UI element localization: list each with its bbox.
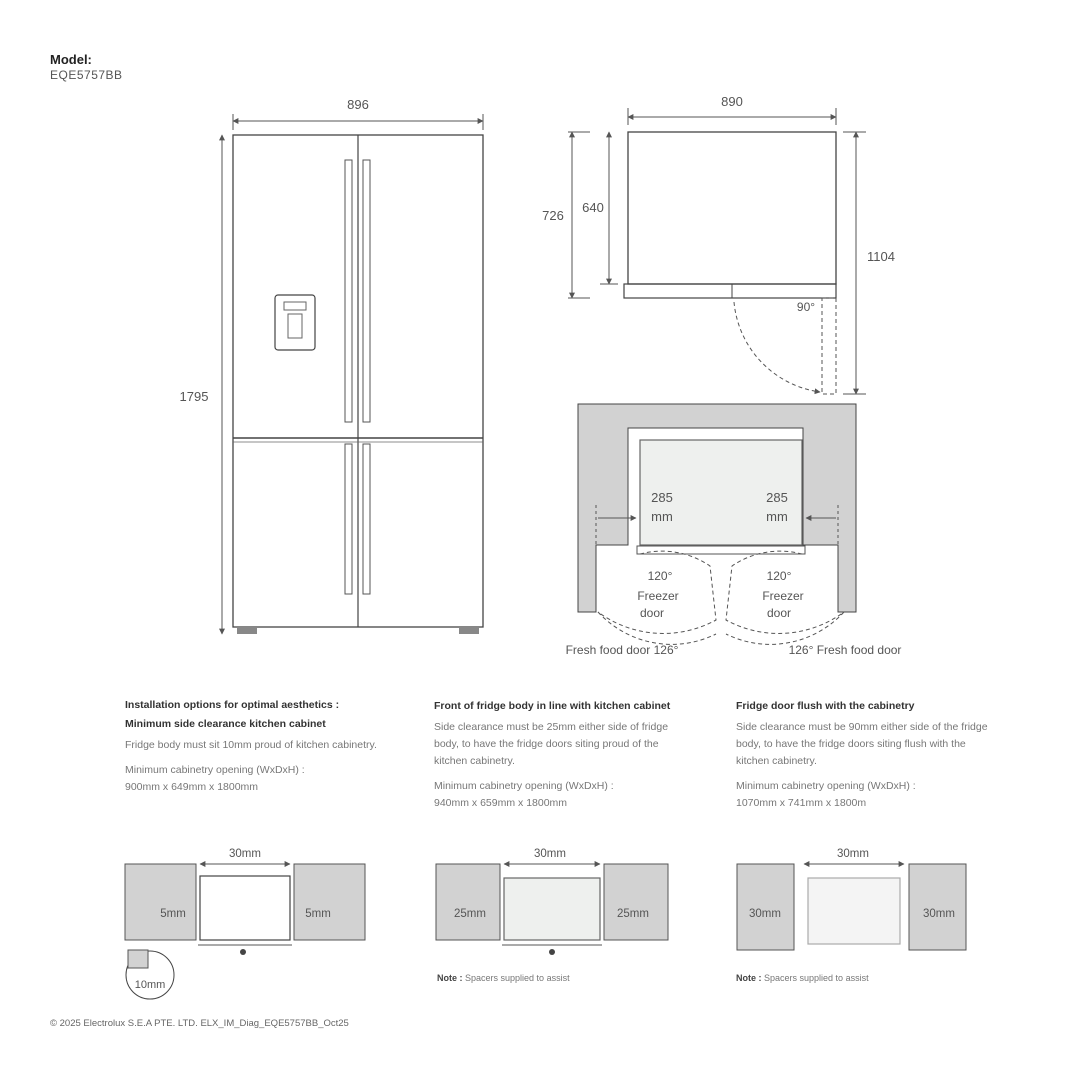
freezer-left-label: Freezer: [637, 589, 679, 603]
opt2-title: Front of fridge body in line with kitchen cabinet: [434, 700, 671, 712]
copyright-footer: © 2025 Electrolux S.E.A PTE. LTD. ELX_IM_Diag_EQE5757BB_Oct25: [50, 1018, 349, 1029]
fresh-left-label: Fresh food door 126°: [565, 643, 679, 657]
option1-diagram: [125, 848, 365, 999]
opt3-right-label: 30mm: [923, 908, 955, 920]
side-door-angle-label: 90°: [796, 300, 816, 314]
front-view: [180, 97, 483, 634]
freezer-right-label2: door: [766, 606, 792, 620]
angle-right-label: 120°: [766, 569, 792, 583]
side-view: [542, 94, 895, 394]
option2-block: [434, 698, 694, 812]
top-view: [566, 404, 902, 657]
opt3-opening-value: 1070mm x 741mm x 1800m: [736, 797, 867, 809]
option3-block: [736, 698, 996, 812]
model-code: EQE5757BB: [50, 68, 123, 82]
opt3-opening-label: Minimum cabinetry opening (WxDxH) :: [736, 780, 916, 792]
angle-left-label: 120°: [647, 569, 673, 583]
opt3-note-text: Spacers supplied to assist: [764, 973, 869, 983]
opt1-detail-label: 10mm: [134, 979, 166, 991]
opt1-top-label: 30mm: [229, 848, 261, 860]
opt3-note: [736, 973, 869, 983]
front-width-label: 896: [347, 97, 369, 112]
opt2-top-label: 30mm: [534, 848, 566, 860]
opt1-opening-label: Minimum cabinetry opening (WxDxH) :: [125, 764, 305, 776]
opt3-title: Fridge door flush with the cabinetry: [736, 700, 915, 712]
option1-block: [125, 697, 395, 796]
opt2-note-text: Spacers supplied to assist: [465, 973, 570, 983]
opt3-note-label: Note :: [736, 973, 762, 983]
opt2-right-label: 25mm: [617, 908, 649, 920]
opt1-right-label: 5mm: [305, 908, 331, 920]
opt1-title2: Minimum side clearance kitchen cabinet: [125, 718, 326, 730]
opt1-left-label: 5mm: [160, 908, 186, 920]
option3-diagram: [737, 848, 966, 950]
freezer-right-label: Freezer: [762, 589, 804, 603]
opt2-note: [437, 973, 570, 983]
clearance-right-value: 285: [766, 490, 788, 505]
opt1-desc: Fridge body must sit 10mm proud of kitchen cabinetry.: [125, 739, 377, 751]
side-depth-doors-label: 726: [542, 208, 564, 223]
clearance-right-unit: mm: [766, 509, 788, 524]
front-height-label: 1795: [179, 389, 209, 404]
opt1-opening-value: 900mm x 649mm x 1800mm: [125, 781, 259, 793]
clearance-left-value: 285: [651, 490, 673, 505]
opt3-left-label: 30mm: [749, 908, 781, 920]
opt2-desc: Side clearance must be 25mm either side of fridge body, to have the fridge doors siting proud of the kitchen cabinetry.: [434, 721, 669, 767]
opt2-left-label: 25mm: [454, 908, 486, 920]
fresh-right-label: 126° Fresh food door: [788, 643, 902, 657]
side-depth-label: 890: [721, 94, 743, 109]
opt2-note-label: Note :: [437, 973, 463, 983]
option2-diagram: [436, 848, 668, 955]
opt3-top-label: 30mm: [837, 848, 869, 860]
opt1-title1: Installation options for optimal aesthetics :: [125, 699, 340, 711]
clearance-left-unit: mm: [651, 509, 673, 524]
opt2-opening-value: 940mm x 659mm x 1800mm: [434, 797, 568, 809]
model-label: Model:: [50, 52, 92, 67]
side-body-depth-label: 640: [582, 200, 604, 215]
side-open-depth-label: 1104: [867, 249, 895, 264]
opt2-opening-label: Minimum cabinetry opening (WxDxH) :: [434, 780, 614, 792]
opt3-desc: Side clearance must be 90mm either side of the fridge body, to have the fridge doors siting flush with the kitchen cabinetry.: [736, 721, 988, 767]
freezer-left-label2: door: [639, 606, 665, 620]
